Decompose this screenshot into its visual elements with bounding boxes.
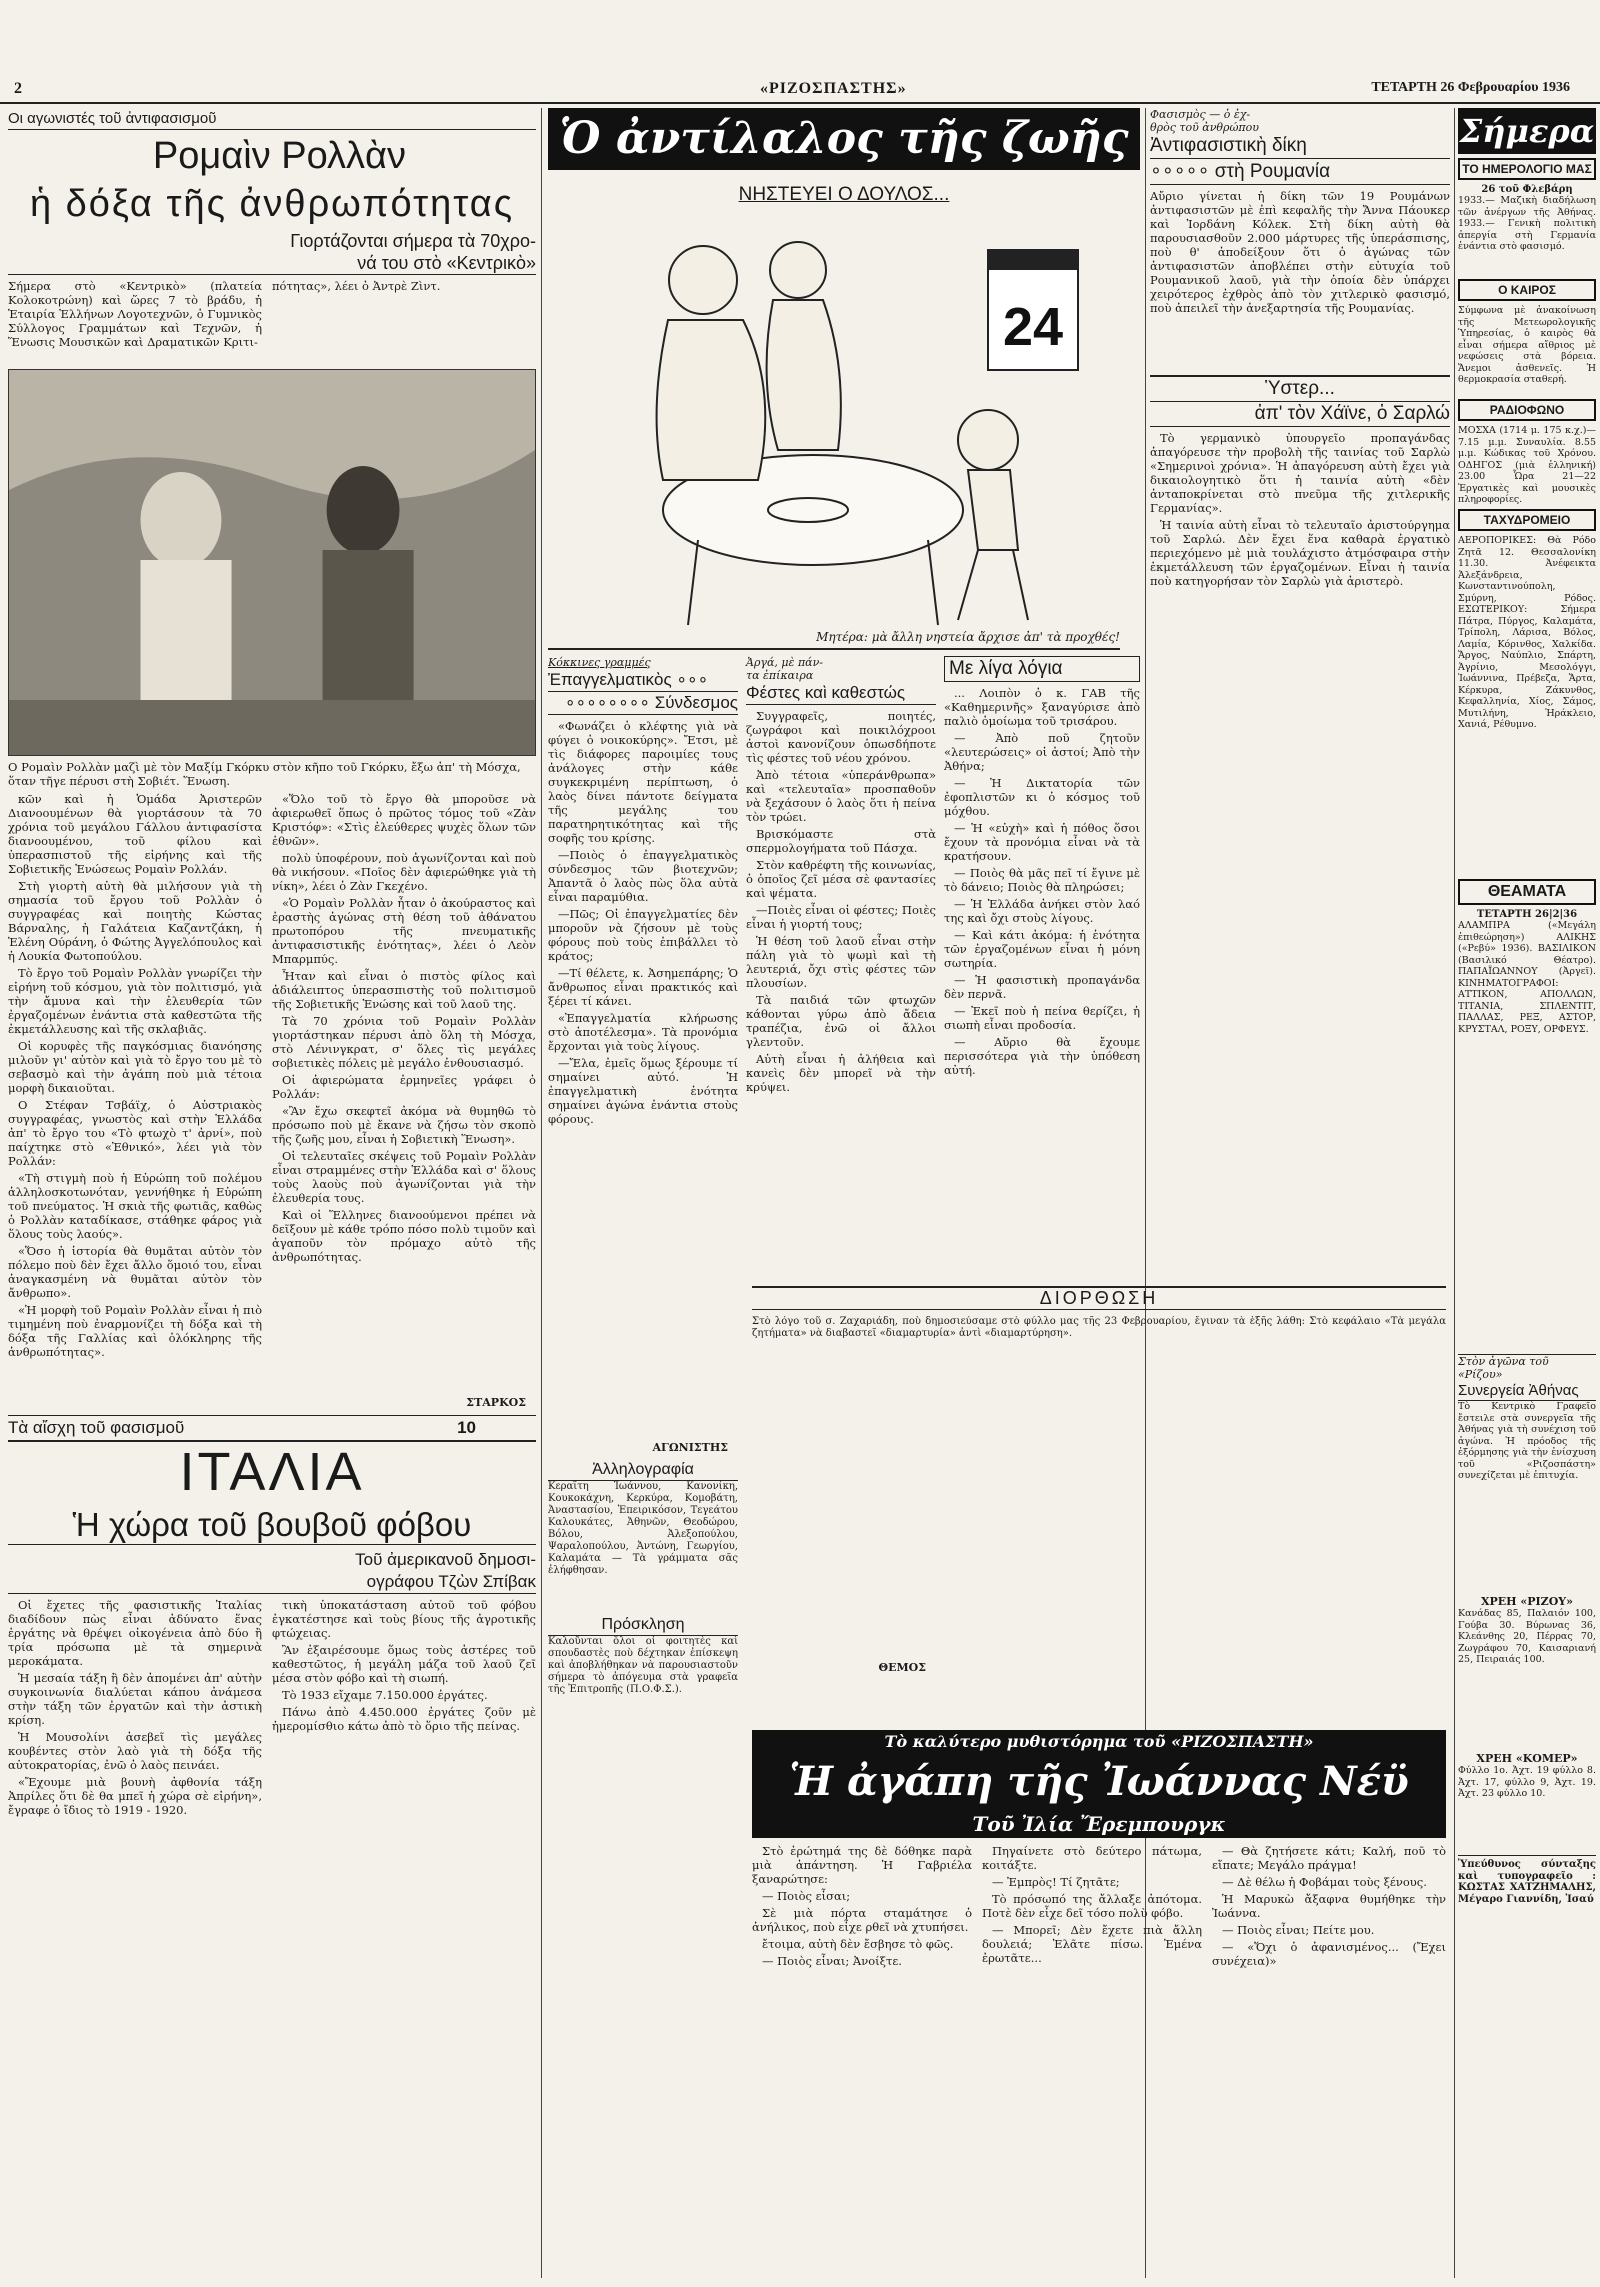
diorthosi-box [752, 1280, 1446, 1530]
calendar-body: 1933.— Μαζικὴ διαδήλωση τῶν ἀνέργων τῆς Ἀθήνας. 1933.— Γενικὴ πολιτικὴ ἀπεργία στὴ Γερμανία ἐνάντια στὸ φασισμό. [1458, 195, 1596, 252]
logia-paragraph: — Ἡ Ἑλλάδα ἀνήκει στὸν λαό της καὶ ὄχι στοὺς λίγους. [944, 897, 1140, 925]
kokkines-signature: ΑΓΩΝΙΣΤΗΣ [652, 1441, 728, 1454]
italia-body-right [272, 1598, 536, 2068]
rolland-paragraph: «Ἡ μορφὴ τοῦ Ρομαὶν Ρολλὰν εἶναι ἡ πιὸ τιμημένη ποὺ ἐναρμονίζει τὴ δόξα καὶ τὴ δόξα τῆς Γαλλίας καὶ ὁλόκληρης τῆς ἀνθρωπότητας». [8, 1303, 262, 1359]
allilografia-headline: Ἀλληλογραφία [548, 1460, 738, 1481]
festes-headline: Φέστες καὶ καθεστώς [746, 682, 936, 705]
romania-headline-2: ∘∘∘∘∘ στὴ Ρουμανία [1150, 159, 1450, 185]
festes-paragraph: Στὸν καθρέφτη τῆς κοινωνίας, ὁ ὁποῖος ζεῖ μέσα σὲ φαντασίες καὶ ψέματα. [746, 858, 936, 900]
rolland-paragraph: «Ἂν ἔχω σκεφτεῖ ἀκόμα νὰ θυμηθῶ τὸ πρόσωπο ποὺ μὲ ἔκανε νὰ ζήσω τὸν σκοπὸ τῆς ζωῆς μου, εἶναι ἡ Σοβιετικὴ Ἕνωση». [272, 1104, 536, 1146]
rolland-paragraph: Οἱ ἀφιερώματα ἐρμηνεῖες γράφει ὁ Ρολλάν: [272, 1073, 536, 1101]
cartoon-illustration [548, 210, 1140, 630]
ioanna-title: Ἡ ἀγάπη τῆς Ἰωάννας Νέϋ [752, 1754, 1446, 1810]
theatre-headline: ΘΕΑΜΑΤΑ [1458, 879, 1596, 905]
ioanna-author: Τοῦ Ἰλία Ἔρεμπουργκ [752, 1810, 1446, 1838]
festes-paragraph: Αὐτὴ εἶναι ἡ ἀλήθεια καὶ κανεὶς δὲν μπορεῖ νὰ τὴν κρύψει. [746, 1052, 936, 1094]
kome-headline: ΧΡΕΗ «ΚΟΜΕΡ» [1476, 1752, 1578, 1765]
logia-paragraph: — Ἡ Δικτατορία τῶν ἐφοπλιστῶν κι ὁ κόσμος τοῦ μόχθου. [944, 776, 1140, 818]
rolland-paragraph: πολὺ ὑποφέρουν, ποὺ ἀγωνίζονται καὶ ποὺ θὰ νικήσουν. «Ποῖος δὲν ἀφιερώθηκε γιὰ τὴ νίκη», λέει ὁ Ζὰν Γκεχένο. [272, 851, 536, 893]
kokkines-paragraph: «Φωνάζει ὁ κλέφτης γιὰ νὰ φύγει ὁ νοικοκύρης». Ἔτσι, μὲ τὶς διάφορες παροιμίες τους ἀνάλογες στὴν κάθε συγκεκριμένη περίπτωση, ὁ λαὸς δίνει πάντοτε δείγματα τῆς μεγάλης του παρατηρητικότητας καὶ τῆς σοφῆς του κρίσης. [548, 719, 738, 845]
rolland-gorky-photo [8, 369, 536, 756]
ioanna-paragraph: Ἡ Μαρυκὼ ἄξαφνα θυμήθηκε τὴν Ἰωάννα. [1212, 1892, 1446, 1920]
allilografia-body: Κεραΐτη Ἰωάννου, Κανονίκη, Κουκοκάχνη, Κερκύρα, Κομοβάτη, Ἀναστασίου, Ἐπειρικόσον, Τεγεάτου Καλουκάτες, Ἀθηνῶν, Θεοδώρου, Βόλου, Ἀλεξοπούλου, Ψαραλοπούλου, Ἀντώνη, Γεωργίου, Καλαμάτα — Τὰ γράμματα σᾶς ἐλήφθησαν. [548, 1481, 738, 1576]
radio-headline: ΡΑΔΙΟΦΩΝΟ [1458, 399, 1596, 421]
italia-paragraph: Τὸ 1933 εἴχαμε 7.150.000 ἐργάτες. [282, 1688, 488, 1702]
prosklisi-headline: Πρόσκληση [548, 1615, 738, 1636]
festes-column [746, 656, 936, 1746]
rolland-body-right [272, 792, 536, 1394]
footer-publisher: Ὑπεύθυνος σύνταξης καὶ τυπογραφεῖο : ΚΩΣΤΑΣ ΧΑΤΖΗΜΑΛΗΣ, Μέγαρο Γιαννίδη, Ἰσαύ [1458, 1855, 1596, 1905]
calendar-day: 24 [1002, 297, 1064, 357]
kokkines-body [548, 719, 738, 1439]
logia-column [944, 656, 1140, 1746]
synergeia-body: Τὸ Κεντρικὸ Γραφεῖο ἔστειλε στὰ συνεργεῖα τῆς Ἀθήνας γιὰ τὴ συνέχιση τοῦ ἀγώνα. Ἡ πρόοδος τῆς ἐξόρμησης γιὰ τὴν ἐνίσχυση τοῦ «Ριζοσπάστη» συνεχίζεται μὲ ἐπιτυχία. [1458, 1401, 1596, 1481]
wall-calendar [988, 250, 1078, 370]
cartoon-title: ΝΗΣΤΕΥΕΙ Ο ΔΟΥΛΟΣ... [738, 184, 950, 205]
kokkines-paragraph: «Ἐπαγγελματία κλήρωσης στὸ ἀποτέλεσμα». Τὰ προνόμια ἔρχονται γιὰ τοὺς λίγους. [548, 1011, 738, 1053]
festes-paragraph: Τὰ παιδιά τῶν φτωχῶν κάθονται γύρω ἀπὸ ἄδεια τραπέζια, ἐνῶ οἱ ἄλλοι γλεντοῦν. [746, 993, 936, 1049]
festes-paragraph: Συγγραφεῖς, ποιητές, ζωγράφοι καὶ ποικιλόχροοι ἀστοὶ κανονίζουν ὁπωσδήποτε τὶς φέστες τοῦ νέου χρόνου. [746, 709, 936, 765]
romania-kicker-2: θρὸς τοῦ ἀνθρώπου [1150, 121, 1259, 134]
prosklisi-body: Καλοῦνται ὅλοι οἱ φοιτητὲς καὶ σπουδαστὲς ποὺ δέχτηκαν ἐπίσκεψη καὶ ἀποβλήθηκαν νὰ παρουσιαστοῦν σήμερα τὸ ἀπόγευμα στὰ γραφεῖα τῆς Ἐπιτροπῆς (Π.Ο.Φ.Σ.). [548, 1636, 738, 1695]
rolland-paragraph: Τὰ 70 χρόνια τοῦ Ρομαὶν Ρολλὰν γιορτάστηκαν πέρυσι ἀπὸ ὅλη τὴ Μόσχα, στὸ Λένινγκρατ, σ' ὅλες τὶς μεγάλες σοβιετικὲς πόλεις μὲ μεγάλο ἐνθουσιασμό. [272, 1014, 536, 1070]
rolland-paragraph: «Ὁ Ρομαὶν Ρολλὰν ἦταν ὁ ἀκούραστος καὶ ἐραστὴς ἀγώνας στὴ θέση τοῦ ἀθάνατου πρωτοπόρου τῆς πνευματικῆς ἀντιφασιστικῆς ἑνότητας», λέει ὁ Λεὸν Μπαρμπύς. [272, 896, 536, 966]
chaplin-kicker: Ὑστερ... [1150, 375, 1450, 402]
ioanna-paragraph: — Θὰ ζητήσετε κάτι; Καλή, ποῦ τὸ εἴπατε; Μεγάλο πράγμα! [1212, 1844, 1446, 1872]
synergeia-headline: Συνεργεία Ἀθήνας [1458, 1381, 1596, 1401]
rolland-kicker: Οι αγωνιστές τοῦ ἀντιφασισμοῦ [8, 108, 536, 130]
ioanna-paragraph: — «Ὅχι ὁ ἀφανισμένος... (Ἔχει συνέχεια)» [1212, 1940, 1446, 1968]
masthead [0, 78, 1600, 104]
calendar-headline: ΤΟ ΗΜΕΡΟΛΟΓΙΟ ΜΑΣ [1458, 158, 1596, 180]
ioanna-paragraph: — Ἐμπρὸς! Τί ζητᾶτε; [992, 1875, 1120, 1889]
rolland-subhead: Γιορτάζονται σήμερα τὰ 70χρο- [290, 231, 536, 251]
romania-kicker: Φασισμὸς — ὁ ἐχ- [1150, 108, 1251, 121]
chaplin-headline: ἀπ' τὸν Χάϊνε, ὁ Σαρλώ [1150, 402, 1450, 427]
antallos-banner: Ὁ ἀντίλαλος τῆς ζωῆς [548, 108, 1140, 170]
rolland-paragraph: «Ὅσο ἡ ἱστορία θὰ θυμᾶται αὐτὸν τὸν πόλεμο ποὺ δὲν ἔχει ἄλλο ὅμοιό του, εἶναι ἀναγκασμένη νὰ θυμᾶται αὐτὸν τὸν ἄνθρωπο». [8, 1244, 262, 1300]
rolland-photo-caption: Ο Ρομαὶν Ρολλὰν μαζὶ μὲ τὸν Μαξίμ Γκόρκυ στὸν κῆπο τοῦ Γκόρκυ, ἔξω ἀπ' τὴ Μόσχα, ὅταν τῆγε πέρυσι στὴ Σοβιέτ. Ἕνωση. [8, 760, 521, 788]
rolland-intro: Σήμερα στὸ «Κεντρικὸ» (πλατεία Κολοκοτρώνη) καὶ ὥρες 7 τὸ βράδυ, ἡ Ἑταιρία Ἑλλήνων Λογοτεχνῶν, ὁ Γυμνικὸς Σύλλογος Γραμμάτων καὶ Τεχνῶν, ἡ Ἕνωσις Μουσικῶν καὶ Δραματικῶν Κριτι- [8, 279, 262, 349]
side-title: Σήμερα [1458, 108, 1596, 154]
italia-paragraph: Ἡ μεσαία τάξη ἢ δὲν ἀπομένει ἀπ' αὐτὴν συγκοινωνία διαλύεται κάπου ἀνάμεσα στὴν τάξη τῶν ἐργατῶν καὶ τὴν ἀστικὴ κρίση. [8, 1671, 262, 1727]
issue-date: ΤΕΤΑΡΤΗ 26 Φεβρουαρίου 1936 [1371, 80, 1570, 95]
ioanna-paragraph: Τὸ πρόσωπό της ἄλλαξε ἀπότομα. Ποτὲ δὲν εἶχε δεῖ τόσο πολὺ φόβο. [982, 1892, 1202, 1920]
ioanna-paragraph: — Ποιὸς εἶναι; Ἀνοίξτε. [762, 1954, 902, 1968]
logia-paragraph: — Ἀπὸ ποῦ ζητοῦν «λευτερώσεις» οἱ ἀστοί; Ἀπὸ τὴν Ἀθήνα; [944, 731, 1140, 773]
logia-paragraph: — Ἐκεῖ ποὺ ἡ πείνα θερίζει, ἡ σιωπὴ εἶναι προδοσία. [944, 1004, 1140, 1032]
column-left [8, 108, 536, 2278]
logia-paragraph: — Ἡ φασιστικὴ προπαγάνδα δὲν περνᾶ. [944, 973, 1140, 1001]
newspaper-name: «ΡΙΖΟΣΠΑΣΤΗΣ» [760, 80, 907, 97]
italia-paragraph: Ἂν ἐξαιρέσουμε ὅμως τοὺς ἀστέρες τοῦ καθεστῶτος, ἡ μεγάλη μάζα τοῦ λαοῦ ζεῖ μέσα στὸν φόβο καὶ τὴ σιωπή. [272, 1643, 536, 1685]
rolland-headline: Ρομαὶν Ρολλὰν [152, 135, 406, 177]
radio-body: ΜΟΣΧΑ (1714 μ. 175 κ.χ.)—7.15 μ.μ. Συναυλία. 8.55 μ.μ. Κώδικας τοῦ Χρόνου. ΟΔΗΓΟΣ (μιὰ ἑλληνική) 23.00 Ὧρα 21—22 Ἐργατικὲς καὶ μουσικὲς πληροφορίες. [1458, 425, 1596, 505]
photo-illustration [9, 370, 535, 755]
italia-paragraph: «Ἔχουμε μιὰ βουνὴ ἀφθονία τάξη Ἀπρίλες ὅτι δὲ θα μπεῖ ἡ χώρα σὲ εἰρήνη», ἔγραφε ὁ ἴδιος τὸ 1919 - 1920. [8, 1775, 262, 1817]
kokkines-paragraph: —Τί θέλετε, κ. Ἀσημεπάρης; Ὁ ἄνθρωπος εἶναι πρακτικός καὶ ξέρει τί κάνει. [548, 966, 738, 1008]
logia-headline: Με λίγα λόγια [944, 656, 1140, 682]
post-headline: ΤΑΧΥΔΡΟΜΕΙΟ [1458, 509, 1596, 531]
rolland-paragraph: κῶν καὶ ἡ Ὁμάδα Ἀριστερῶν Διανοουμένων θὰ γιορτάσουν τὰ 70 χρόνια τοῦ μεγάλου Γάλλου ἀντιφασίστα διανοουμένου, τοῦ φίλου καὶ ὑπερασπιστοῦ τῆς εἰρήνης καὶ τῆς Σοβιετικῆς Ἑνώσεως Ρομαὶν Ρολλάν. [8, 792, 262, 876]
italia-paragraph: τικὴ ὑποκατάσταση αὐτοῦ τοῦ φόβου ἐγκατέστησε καὶ τοὺς βίους τῆς ἀγροτικῆς φτώχειας. [272, 1598, 536, 1640]
italia-paragraph: Οἱ ἔχετες τῆς φασιστικῆς Ἰταλίας διαδίδουν πὼς εἶναι ἀδύνατο ἕνας ἐργάτης νὰ θρέψει οἰκογένεια ἀπὸ δύο ἢ τρία πρόσωπα μὲ τὰ σημερινὰ μεροκάματα. [8, 1598, 262, 1668]
kokkines-paragraph: —Ποιὸς ὁ ἐπαγγελματικὸς σύνδεσμος τῶν βιοτεχνῶν; Ἀπαντᾶ ὁ λαὸς πὼς ὅλα αὐτὰ εἶναι παραμύθια. [548, 848, 738, 904]
logia-paragraph: — Ἡ «εὐχὴ» καὶ ἡ πόθος ὅσοι ἔχουν τὰ προνόμια εἶναι νὰ τὰ κρατήσουν. [944, 821, 1140, 863]
ioanna-paragraph: ἔτοιμα, αὐτὴ δὲν ἔσβησε τὸ φῶς. [762, 1937, 954, 1951]
logia-paragraph: — Αὔριο θὰ ἔχουμε περισσότερα γιὰ τὴν ὑπόθεση αὐτή. [944, 1035, 1140, 1077]
festes-signature: ΘΕΜΟΣ [878, 1661, 926, 1674]
chaplin-body [1150, 431, 1450, 731]
debts-body: Κανάδας 85, Παλαιόν 100, Γούβα 30. Βύρωνας 36, Κλεάνθης 20, Πέρρας 70, Ζωγράφου 70, Καισαριανή 25, Πειραιάς 100. [1458, 1608, 1596, 1665]
ioanna-paragraph: Σὲ μιὰ πόρτα σταμάτησε ὁ ἀνήλικος, ποὺ εἶχε ρθεῖ νὰ χτυπήσει. [752, 1906, 972, 1934]
chaplin-paragraph: Ἡ ταινία αὐτὴ εἶναι τὸ τελευταῖο ἀριστούργημα τοῦ Σαρλώ. Δὲν ἔχει ἕνα καθαρὰ ἐργατικὸ περιεχόμενο μὲ μιὰ τουλάχιστο ἀτμόσφαιρα στὴν ἐκμετάλλευση τῶν ἐργαζομένων. Εἶναι ἡ ταινία ποὺ κατηγορήσαν τὸν Σαρλὼ γιὰ ἀριστερὸ. [1150, 518, 1450, 588]
festes-paragraph: Ἀπὸ τέτοια «ὑπεράνθρωπα» καὶ «τελευταῖα» προσπαθοῦν νὰ ξεχάσουν ὁ λαὸς ὅτι ἡ πείνα τὸν τρώει. [746, 768, 936, 824]
logia-paragraph: — Καὶ κάτι ἀκόμα: ἡ ἑνότητα τῶν ἐργαζομένων εἶναι ἡ μόνη σωτηρία. [944, 928, 1140, 970]
festes-paragraph: Ἡ θέση τοῦ λαοῦ εἶναι στὴν πάλη γιὰ τὸ ψωμὶ καὶ τὴ λευτεριά, ὄχι στὶς φέστες τῶν πλουσίων. [746, 934, 936, 990]
calendar-date: 26 τοῦ Φλεβάρη [1481, 184, 1573, 195]
ioanna-body-2 [982, 1844, 1202, 2264]
festes-kicker-2: τα ἐπίκαιρα [746, 669, 814, 682]
italia-byline-2: ογράφου Τζὼν Σπίβακ [8, 1571, 536, 1594]
italia-paragraph: Πάνω ἀπὸ 4.450.000 ἐργάτες ζοῦν μὲ ἡμερομίσθιο κάτω ἀπὸ τὸ ὅριο τῆς πείνας. [272, 1705, 536, 1733]
synergeia-kicker: Στὸν ἀγῶνα τοῦ «Ρίζου» [1458, 1354, 1596, 1381]
kokkines-paragraph: —Πῶς; Οἱ ἐπαγγελματίες δὲν μποροῦν νὰ ζήσουν μὲ τοὺς φόρους ποὺ τοὺς ἐπιβάλλει τὸ κράτος; [548, 907, 738, 963]
ioanna-body-3 [1212, 1844, 1446, 2264]
theatre-date: ΤΕΤΑΡΤΗ 26|2|36 [1476, 909, 1578, 920]
column-right-news [1150, 108, 1450, 1278]
cartoon-caption: Μητέρα: μὰ ἄλλη νηστεία ἄρχισε ἀπ' τὰ προχθές! [548, 630, 1120, 650]
ioanna-paragraph: — Ποιὸς εἶσαι; [762, 1889, 851, 1903]
kokkines-kicker: Κόκκινες γραμμές [548, 656, 651, 669]
italia-paragraph: Ἡ Μουσολίνι ἀσεβεῖ τὶς μεγάλες κουβέντες στὸν λαὸ γιὰ τὴ δόξα τῆς αὐτοκρατορίας, ἐνῶ ὁ λαὸς πεινάει. [8, 1730, 262, 1772]
kokkines-headline-2: ∘∘∘∘∘∘∘∘ Σύνδεσμος [548, 692, 738, 715]
weather-body: Σύμφωνα μὲ ἀνακοίνωση τῆς Μετεωρολογικῆς Ὑπηρεσίας, ὁ καιρὸς θὰ εἶναι σήμερα αἴθριος μὲ νεφώσεις στὰ βόρεια. Ἄνεμοι ἀσθενεῖς. Ἡ θερμοκρασία σταθερή. [1458, 305, 1596, 385]
rolland-body-left [8, 792, 262, 1394]
debts-headline: ΧΡΕΗ «ΡΙΖΟΥ» [1480, 1595, 1574, 1608]
rolland-intro-right: πότητας», λέει ὁ Ἀντρὲ Ζὶντ. [272, 279, 441, 293]
kokkines-paragraph: —Ἔλα, ἐμεῖς ὅμως ξέρουμε τί σημαίνει αὐτό. Ἡ ἐπαγγελματικὴ ἑνότητα σημαίνει ἀγώνα ἐνάντια στοὺς φόρους. [548, 1056, 738, 1126]
italia-section-label: Τὰ αἴσχη τοῦ φασισμοῦ [8, 1418, 185, 1437]
rolland-paragraph: Τὸ ἔργο τοῦ Ρομαὶν Ρολλὰν γνωρίζει τὴν εἰρήνη τοῦ κόσμου, γιὰ τὸν πολιτισμό, γιὰ τὴν ἄμυνα καὶ τὴν ἐλευθερία τῶν ἐργαζομένων ἐνάντια στὰ καθεστῶτα τῆς ἐκμετάλλευσης καὶ τῆς σκλαβιᾶς. [8, 966, 262, 1036]
festes-kicker: Ἀργά, μὲ πάν- [746, 656, 824, 669]
rolland-paragraph: «Ὅλο τοῦ τὸ ἔργο θὰ μποροῦσε νὰ ἀφιερωθεῖ ὅπως ὁ πρῶτος τόμος τοῦ «Ζὰν Κριστόφ»: «Στὶς ἐλεύθερες ψυχὲς ὅλων τῶν ἐθνῶν». [272, 792, 536, 848]
rolland-paragraph: Καὶ οἱ Ἕλληνες διανοούμενοι πρέπει νὰ δεῖξουν μὲ κάθε τρόπο πόσο πολὺ τιμοῦν καὶ ἀγαποῦν τὸν πρόμαχο αὐτὸ τῆς ἀνθρωπότητας. [272, 1208, 536, 1264]
logia-paragraph: ... Λοιπὸν ὁ κ. ΓΑΒ τῆς «Καθημερινῆς» ξαναγύρισε ἀπὸ παλιὸ ὁμοίωμα τοῦ τρισάρου. [944, 686, 1140, 728]
ioanna-paragraph: — Δὲ θέλω ἡ Φοβάμαι τοὺς ξένους. [1222, 1875, 1427, 1889]
romania-body: Αὔριο γίνεται ἡ δίκη τῶν 19 Ρουμάνων ἀντιφασιστῶν μὲ ἐπὶ κεφαλῆς τὴν Ἄννα Πάουκερ καὶ Ἰορδάνη Κόλεκ. Στὴ δίκη αὐτὴ θὰ παρουσιασθοῦν 2.000 μάρτυρες τῆς ὑπεράσπισης, ποὺ θ' ἀποδείξουν ὅτι ὁ ἀγώνας τῶν ἀντιφασιστῶν ἀποβλέπει στὴν εὐτυχία τοῦ Ρουμανικοῦ λαοῦ, γιὰ τὴν ὁποία δὲν ὑπάρχει χειρότερος ἐχθρὸς ἀπὸ τὸν χιτλερικὸ φασισμό, ποὺ ἀπειλεῖ τὴν ἀνεξαρτησία τῆς Ρουμανίας. [1150, 189, 1450, 315]
ioanna-paragraph: Πηγαίνετε στὸ δεύτερο πάτωμα, κοιτάξτε. [982, 1844, 1202, 1872]
cartoon-drawing [548, 210, 1140, 630]
diorthosi-headline: ΔΙΟΡΘΩΣΗ [752, 1286, 1446, 1310]
italia-section-header [8, 1415, 536, 1442]
rolland-paragraph: Οἱ κορυφὲς τῆς παγκόσμιας διανόησης μιλοῦν γι' αὐτὸν καὶ γιὰ τὸ ἔργο του μὲ τὸ σεβασμὸ καὶ τὴν ἀγάπη ποὺ μιὰ τέτοια μορφὴ δικαιοῦται. [8, 1039, 262, 1095]
rolland-paragraph: Ἦταν καὶ εἶναι ὁ πιστὸς φίλος καὶ ἀδιάλειπτος ὑπερασπιστὴς τοῦ πολιτισμοῦ τῆς Σοβιετικῆς Ἑνώσης καὶ τοῦ λαοῦ της. [272, 969, 536, 1011]
ioanna-paragraph: — Μπορεῖ; Δὲν ἔχετε πιὰ ἄλλη δουλειά; Ἐλᾶτε πίσω. Ἐμένα ἐρωτᾶτε... [982, 1923, 1202, 1965]
ioanna-body-1 [752, 1844, 972, 2264]
italia-subhead: Ἡ χώρα τοῦ βουβοῦ φόβου [8, 1506, 536, 1545]
italia-body-left [8, 1598, 262, 2068]
rolland-signature: ΣΤΑΡΚΟΣ [466, 1396, 526, 1409]
italia-section-number: 10 [457, 1418, 476, 1437]
page-number: 2 [14, 80, 24, 97]
weather-headline: Ο ΚΑΙΡΟΣ [1458, 279, 1596, 301]
romania-headline: Ἀντιφασιστικὴ δίκη [1150, 134, 1450, 159]
chaplin-paragraph: Τὸ γερμανικὸ ὑπουργεῖο προπαγάνδας ἀπαγόρευσε τὴν προβολὴ τῆς ταινίας τοῦ Σαρλὼ «Σημερινοὶ χρόνια». Ἡ ἀπαγόρευση αὐτὴ ἔχει γιὰ δικαιολογητικὸ ὅτι ἡ ταινία αὐτὴ «δὲν ἀνταποκρίνεται στὸ πνεῦμα τῆς χιτλερικῆς Γερμανίας». [1150, 431, 1450, 515]
italia-byline: Τοῦ ἀμερικανοῦ δημοσι- [355, 1550, 536, 1569]
festes-paragraph: —Ποιὲς εἶναι οἱ φέστες; Ποιὲς εἶναι ἡ γιορτή τους; [746, 903, 936, 931]
rolland-subhead-2: νά του στὸ «Κεντρικὸ» [8, 252, 536, 275]
kokkines-column [548, 656, 738, 1746]
post-body: ΑΕΡΟΠΟΡΙΚΕΣ: Θὰ Ρόδο Ζητᾶ 12. Θεσσαλονίκη 11.30. Ἀνέφεικτα Ἀλεξάνδρεια, Κωνσταντινούπολη, Σμύρνη, Ρόδος. ΕΣΩΤΕΡΙΚΟΥ: Σήμερα Πάτρα, Πύργος, Καλαμάτα, Τρίπολη, Λάρισα, Βόλος, Λαμία, Κόρινθος, Χαλκίδα. Ἄργος, Ναύπλιο, Σπάρτη, Ἀγρίνιο, Μεσολόγγι, Ἰωάννινα, Πρέβεζα, Ἄρτα, Κέρκυρα, Ζάκυνθος, Κεφαλληνία, Χίος, Σάμος, Μυτιλήνη, Ἡράκλειο, Χανιά, Ρέθυμνο. [1458, 535, 1596, 730]
ioanna-serial [752, 1730, 1446, 2280]
italia-headline: ΙΤΑΛΙΑ [179, 1442, 365, 1502]
rolland-paragraph: Οἱ τελευταῖες σκέψεις τοῦ Ρομαὶν Ρολλὰν εἶναι στραμμένες στὴν Ἑλλάδα καὶ σ' ὅλους τοὺς λαοὺς ποὺ ἀγωνίζονται γιὰ τὴν ἐλευθερία τους. [272, 1149, 536, 1205]
rolland-paragraph: «Τὴ στιγμὴ ποὺ ἡ Εὐρώπη τοῦ πολέμου ἀλληλοσκοτωνόταν, γεννήθηκε ἡ Εὐρώπη τοῦ πνεύματος. Ἡ σκιὰ τῆς φωτιᾶς, καθὼς ὁ Ρολλὰν καταδίκασε, στάθηκε φάρος γιὰ ὅλους τοὺς λαούς». [8, 1171, 262, 1241]
ioanna-top-banner: Τὸ καλύτερο μυθιστόρημα τοῦ «ΡΙΖΟΣΠΑΣΤΗ» [752, 1730, 1446, 1754]
logia-paragraph: — Ποιὸς θὰ μᾶς πεῖ τί ἔγινε μὲ τὸ δάνειο; Ποιὸς θὰ πληρώσει; [944, 866, 1140, 894]
ioanna-paragraph: Στὸ ἐρώτημά της δὲ δόθηκε παρὰ μιὰ ἀπάντηση. Ἡ Γαβριέλα ξαναρώτησε: [752, 1844, 972, 1886]
kome-body: Φύλλο 1ο. Ἀχτ. 19 φύλλο 8. Ἀχτ. 17, φύλλο 9, Ἀχτ. 19. Ἀχτ. 23 φύλλο 10. [1458, 1765, 1596, 1799]
rolland-headline-2: ἡ δόξα τῆς ἀνθρωπότητας [29, 183, 515, 225]
ioanna-paragraph: — Ποιὸς εἶναι; Πείτε μου. [1222, 1923, 1375, 1937]
kokkines-headline: Ἐπαγγελματικὸς ∘∘∘ [548, 669, 738, 692]
rolland-paragraph: Στὴ γιορτὴ αὐτὴ θὰ μιλήσουν γιὰ τὴ σημασία τοῦ ἔργου τοῦ Ρολλὰν ὁ συγγραφέας καὶ ποιητὴς Κώστας Βάρναλης, ἡ Γαλάτεια Καζαντζάκη, ἡ Ἑλένη Ούράνη, ὁ Φώτης Ἀγγελόπουλος καὶ ἡ Λουκία Φωτοπούλου. [8, 879, 262, 963]
theatre-body: ΑΛΑΜΠΡΑ («Μεγάλη ἐπιθεώρηση») ΑΛΙΚΗΣ («Ρεβύ» 1936). ΒΑΣΙΛΙΚΟΝ (Βασιλικό Θέατρο). ΠΑΠΑΪΩΑΝΝΟΥ (Ἀργεῖ). ΚΙΝΗΜΑΤΟΓΡΑΦΟΙ: ΑΤΤΙΚΟΝ, ΑΠΟΛΛΩΝ, ΤΙΤΑΝΙΑ, ΣΠΛΕΝΤΙΤ, ΠΑΛΛΑΣ, ΡΕΞ, ΑΣΤΟΡ, ΚΡΥΣΤΑΛ, ΡΟΞΥ, ΟΡΦΕΥΣ. [1458, 920, 1596, 1035]
rolland-paragraph: Ο Στέφαν Τσβάϊχ, ὁ Αὐστριακὸς συγγραφέας, γνωστὸς καὶ στὴν Ἑλλάδα ἀπ' τὸ ἔργο του «Τὸ φτωχὸ τ' ἀρνί», ποὺ παίχτηκε στὸ «Ἐθνικό», λέει γιὰ τὸν Ρολλάν: [8, 1098, 262, 1168]
festes-paragraph: Βρισκόμαστε στὰ σπερμολογήματα τοῦ Πάσχα. [746, 827, 936, 855]
diorthosi-body: Στὸ λόγο τοῦ σ. Ζαχαριάδη, ποὺ δημοσιεύσαμε στὸ φύλλο μας τῆς 23 Φεβρουαρίου, ἔγιναν τὰ ἑξῆς λάθη: Στὸ κεφάλαιο «Τὰ μεγάλα ζητήματα» νὰ διαβαστεῖ «διαμαρτυρία» ἀντὶ «διαμαρτύρηση». [752, 1316, 1446, 1339]
sidebar-column [1458, 108, 1596, 2278]
